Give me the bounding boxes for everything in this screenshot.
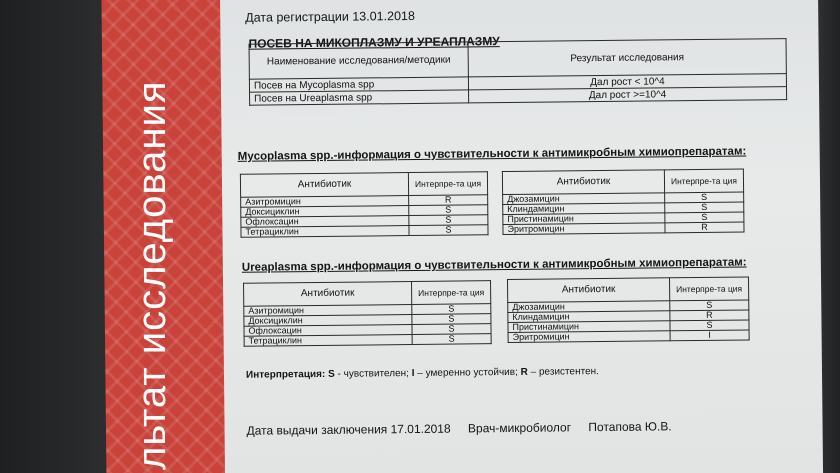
legend-i-text: – умеренно устойчив; <box>417 366 518 379</box>
header-result: Результат исследования <box>468 39 786 77</box>
antibiotic-name: Тетрациклин <box>241 226 409 238</box>
table-row <box>244 334 491 347</box>
test-name: Посев на Mycoplasma spp <box>249 77 468 92</box>
antibiotic-name: Доксициклин <box>241 206 409 218</box>
antibiotic-name: Офлоксацин <box>244 325 412 337</box>
interpretation-value: S <box>412 304 491 315</box>
table-row <box>241 225 488 238</box>
header-interpretation: Интерпре-та ция <box>669 277 748 301</box>
test-result: Дал рост < 10^4 <box>468 74 786 90</box>
interpretation-value: S <box>665 202 744 213</box>
antibiotic-name: Клиндамицин <box>508 311 670 323</box>
report-footer <box>247 419 686 438</box>
table-header-row <box>502 169 743 195</box>
band-caption: льтат исследования <box>130 80 174 470</box>
interpretation-value: S <box>412 334 491 345</box>
table-header-row <box>249 39 786 80</box>
table-header-row <box>508 277 749 303</box>
interpretation-value: S <box>409 205 488 216</box>
legend-label: Интерпретация: <box>245 368 326 381</box>
mycoplasma-section-title: Mycoplasma spp.-информация о чувствительности к антимикробным химиопрепаратам: <box>237 145 747 163</box>
interpretation-value: R <box>665 222 744 233</box>
interpretation-value: S <box>670 320 749 331</box>
report-title: ПОСЕВ НА МИКОПЛАЗМУ И УРЕАПЛАЗМУ <box>248 34 500 51</box>
legend-i: I <box>411 367 415 380</box>
interpretation-value: S <box>665 212 744 223</box>
test-name: Посев на Ureaplasma spp <box>250 90 469 105</box>
antibiotic-name: Эритромицин <box>508 331 670 343</box>
interpretation-value: S <box>409 225 488 236</box>
ureaplasma-section-title: Ureaplasma spp.-информация о чувствительности к антимикробным химиопрепаратам: <box>241 256 747 274</box>
antibiotic-name: Офлоксацин <box>241 216 409 228</box>
header-antibiotic: Антибиотик <box>240 173 408 198</box>
antibiotic-name: Джозамицин <box>503 193 665 205</box>
table-header-row <box>244 281 491 307</box>
header-antibiotic: Антибиотик <box>244 282 412 307</box>
ureaplasma-table-right <box>507 276 750 343</box>
background-left <box>0 0 110 473</box>
header-antibiotic: Антибиотик <box>502 170 664 195</box>
antibiotic-name: Джозамицин <box>508 301 670 313</box>
doctor-role: Врач-микробиолог <box>467 420 572 436</box>
table-header-row <box>240 172 487 198</box>
header-antibiotic: Антибиотик <box>508 278 670 303</box>
registration-date: Дата регистрации 13.01.2018 <box>245 8 415 25</box>
doctor-name: Потапова Ю.В. <box>588 419 672 435</box>
interpretation-value: I <box>670 330 749 341</box>
antibiotic-name: Доксициклин <box>244 315 412 327</box>
antibiotic-name: Пристинамицин <box>508 321 670 333</box>
antibiotic-name: Тетрациклин <box>244 335 412 347</box>
mycoplasma-table-right <box>502 169 745 236</box>
ureaplasma-table-left <box>243 280 492 347</box>
antibiotic-name: Эритромицин <box>503 223 665 235</box>
antibiotic-name: Азитромицин <box>244 305 412 317</box>
legend-s-text: - чувствителен; <box>337 368 409 380</box>
header-test-name: Наименование исследования/методики <box>249 42 468 79</box>
antibiotic-name: Азитромицин <box>241 196 409 208</box>
interpretation-value: S <box>670 300 749 311</box>
issue-date: Дата выдачи заключения 17.01.2018 <box>246 421 451 438</box>
lab-report-sheet <box>220 0 823 473</box>
header-interpretation: Интерпре-та ция <box>412 281 491 305</box>
legend-r: R <box>520 366 528 378</box>
antibiotic-name: Пристинамицин <box>503 213 665 225</box>
table-row <box>508 330 749 343</box>
legend-s: S <box>328 368 335 380</box>
culture-results-table <box>249 38 788 106</box>
interpretation-legend <box>246 366 599 381</box>
interpretation-value: S <box>412 324 491 335</box>
table-row <box>503 222 744 235</box>
header-interpretation: Интерпре-та ция <box>408 172 487 196</box>
header-interpretation: Интерпре-та ция <box>664 169 743 193</box>
interpretation-value: S <box>409 215 488 226</box>
legend-r-text: – резистентен. <box>530 366 599 378</box>
interpretation-value: S <box>665 192 744 203</box>
antibiotic-name: Клиндамицин <box>503 203 665 215</box>
mycoplasma-table-left <box>240 171 489 238</box>
interpretation-value: R <box>409 195 488 206</box>
interpretation-value: S <box>412 314 491 325</box>
interpretation-value: R <box>670 310 749 321</box>
test-result: Дал рост >=10^4 <box>469 87 787 103</box>
